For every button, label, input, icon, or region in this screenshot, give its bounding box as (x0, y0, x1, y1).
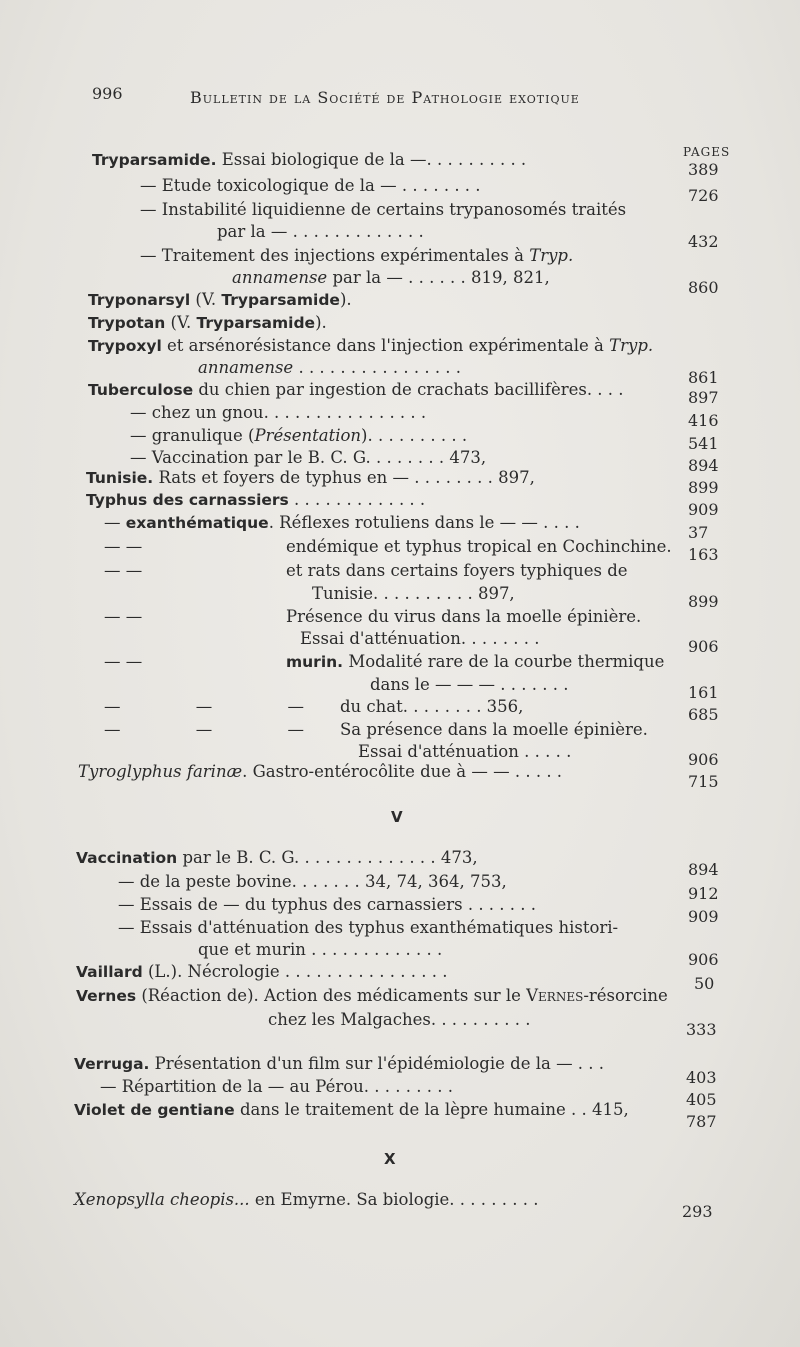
page-ref: 715 (688, 772, 719, 791)
page-ref: 685 (688, 705, 719, 724)
index-entry: que et murin . . . . . . . . . . . . . (198, 940, 443, 959)
index-entry: — — murin. Modalité rare de la courbe thermique (104, 652, 665, 671)
index-entry: Tuberculose du chien par ingestion de crachats bacillifères. . . . (88, 380, 624, 399)
index-entry: Tryparsamide. Essai biologique de la —. . . . . . . . . . (92, 150, 527, 169)
index-entry: Trypotan (V. Tryparsamide). (88, 313, 327, 332)
page-ref: 897 (688, 388, 719, 407)
index-entry: Vaccination par le B. C. G. . . . . . . . . . . . . . 473, (76, 848, 478, 867)
page-ref: 37 (688, 523, 709, 542)
index-entry: chez les Malgaches. . . . . . . . . . (268, 1010, 531, 1029)
page-ref: 894 (688, 860, 719, 879)
index-entry: — granulique (Présentation). . . . . . . . . . (130, 426, 468, 445)
page-ref: 541 (688, 434, 719, 453)
page-ref: 787 (686, 1112, 717, 1131)
index-entry: Tyroglyphus farinæ. Gastro-entérocôlite due à — — . . . . . (78, 762, 563, 781)
index-entry: annamense par la — . . . . . . 819, 821, (232, 268, 550, 287)
page-ref: 899 (688, 592, 719, 611)
page-ref: 163 (688, 545, 719, 564)
index-entry: Typhus des carnassiers . . . . . . . . . . . . . (86, 490, 426, 509)
page-ref: 293 (682, 1202, 713, 1221)
index-entry: — chez un gnou. . . . . . . . . . . . . . . . (130, 403, 427, 422)
index-entry: — — — Sa présence dans la moelle épinière. (104, 720, 648, 739)
page-ref: 405 (686, 1090, 717, 1109)
page-ref: 861 (688, 368, 719, 387)
page-ref: 912 (688, 884, 719, 903)
index-entry: Essai d'atténuation. . . . . . . . (300, 629, 540, 648)
index-entry: — Etude toxicologique de la — . . . . . . . . (140, 176, 481, 195)
index-entry: Trypoxyl et arsénorésistance dans l'injection expérimentale à Tryp. (88, 336, 654, 355)
page-ref: 416 (688, 411, 719, 430)
index-entry: par la — . . . . . . . . . . . . . (217, 222, 424, 241)
running-title: Bulletin de la Société de Pathologie exotique (190, 88, 580, 107)
index-entry: — Répartition de la — au Pérou. . . . . . . . . (100, 1077, 453, 1096)
index-entry: — — — du chat. . . . . . . . 356, (104, 697, 524, 716)
page-ref: 726 (688, 186, 719, 205)
index-entry: dans le — — — . . . . . . . (370, 675, 569, 694)
index-entry: Verruga. Présentation d'un film sur l'épidémiologie de la — . . . (74, 1054, 605, 1073)
page-ref: 860 (688, 278, 719, 297)
page-number: 996 (92, 84, 123, 103)
index-entry: — Instabilité liquidienne de certains trypanosomés traités (140, 200, 627, 219)
index-entry: Essai d'atténuation . . . . . (358, 742, 572, 761)
page-ref: 906 (688, 637, 719, 656)
index-entry: — — Présence du virus dans la moelle épinière. (104, 607, 642, 626)
page-ref: 403 (686, 1068, 717, 1087)
page-ref: 899 (688, 478, 719, 497)
page-ref: 389 (688, 160, 719, 179)
index-entry: — — et rats dans certains foyers typhiques de (104, 561, 628, 580)
index-entry: Tunisie. Rats et foyers de typhus en — . . . . . . . . 897, (86, 468, 535, 487)
index-entry: — de la peste bovine. . . . . . . 34, 74, 364, 753, (118, 872, 507, 891)
section-letter-x: X (384, 1150, 396, 1168)
pages-column-label: PAGES (683, 145, 731, 159)
page-ref: 909 (688, 907, 719, 926)
index-entry: — Vaccination par le B. C. G. . . . . . . . 473, (130, 448, 487, 467)
index-entry: — Essais d'atténuation des typhus exanthématiques histori- (118, 918, 619, 937)
index-entry: Vernes (Réaction de). Action des médicaments sur le Vernes-résorcine (76, 986, 668, 1005)
section-letter-v: V (391, 808, 403, 826)
index-entry: Tryponarsyl (V. Tryparsamide). (88, 290, 352, 309)
page-ref: 906 (688, 950, 719, 969)
index-entry: — — endémique et typhus tropical en Cochinchine. (104, 537, 672, 556)
page-ref: 50 (694, 974, 715, 993)
page-ref: 333 (686, 1020, 717, 1039)
index-entry: — Traitement des injections expérimentales à Tryp. (140, 246, 574, 265)
index-entry: Vaillard (L.). Nécrologie . . . . . . . . . . . . . . . . (76, 962, 448, 981)
page-ref: 906 (688, 750, 719, 769)
page-ref: 432 (688, 232, 719, 251)
index-entry: — exanthématique. Réflexes rotuliens dans le — — . . . . (104, 513, 580, 532)
index-entry: annamense . . . . . . . . . . . . . . . . (198, 358, 462, 377)
index-entry: Tunisie. . . . . . . . . . 897, (312, 584, 515, 603)
index-entry: Violet de gentiane dans le traitement de la lèpre humaine . . 415, (74, 1100, 629, 1119)
page-ref: 161 (688, 683, 719, 702)
page-ref: 894 (688, 456, 719, 475)
index-entry: — Essais de — du typhus des carnassiers . . . . . . . (118, 895, 537, 914)
page-ref: 909 (688, 500, 719, 519)
index-entry: Xenopsylla cheopis... en Emyrne. Sa biologie. . . . . . . . . (74, 1190, 539, 1209)
